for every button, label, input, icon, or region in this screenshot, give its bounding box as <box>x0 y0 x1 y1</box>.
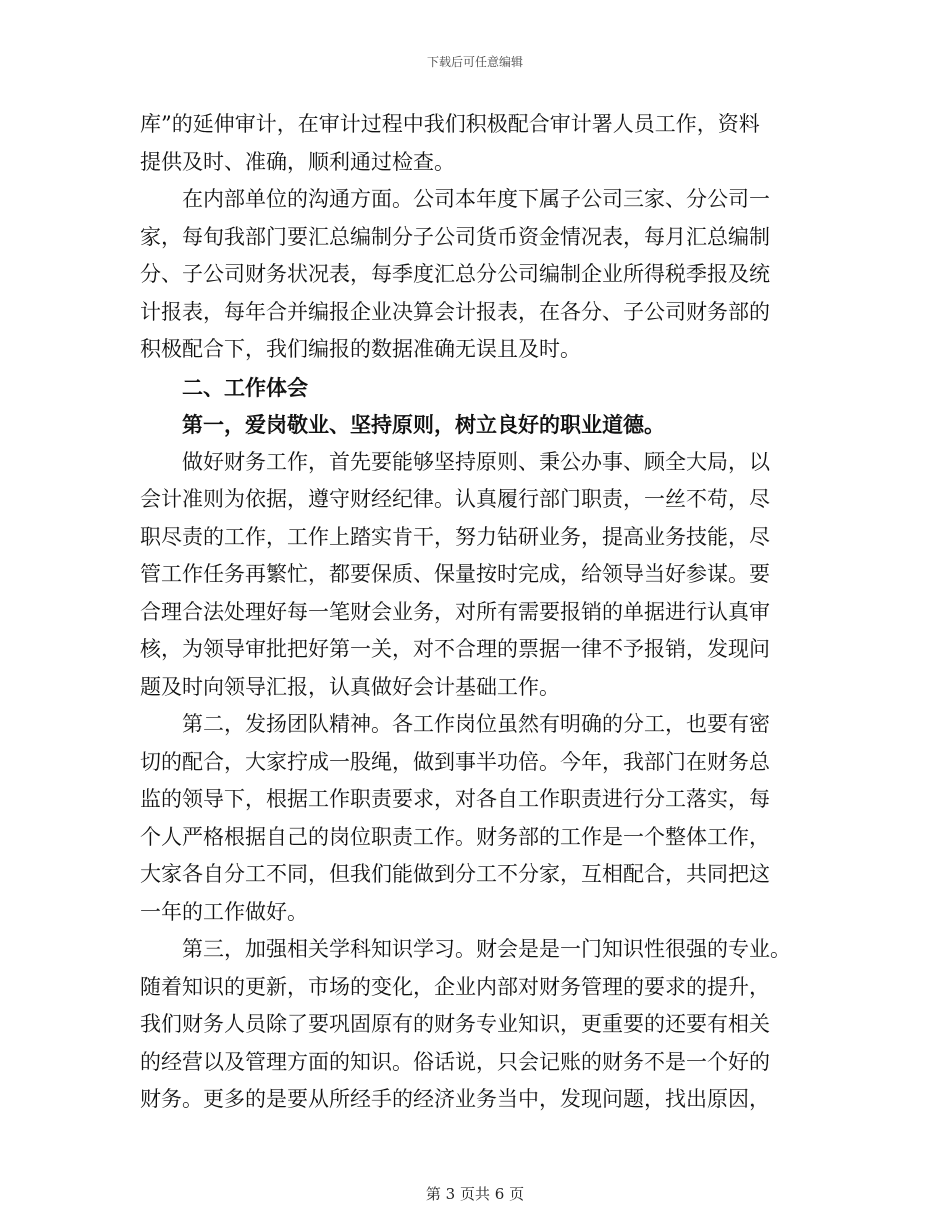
text-line: 会计准则为依据，遵守财经纪律。认真履行部门职责，一丝不苟，尽 <box>140 487 770 511</box>
text-line: 合理合法处理好每一笔财会业务，对所有需要报销的单据进行认真审 <box>140 599 770 624</box>
text-line: 监的领导下，根据工作职责要求，对各自工作职责进行分工落实，每 <box>140 787 770 811</box>
text-line: 职尽责的工作，工作上踏实肯干，努力钻研业务，提高业务技能，尽 <box>140 524 770 549</box>
text-line: 积极配合下，我们编报的数据准确无误且及时。 <box>140 337 581 361</box>
text-line: 随着知识的更新，市场的变化，企业内部对财务管理的要求的提升， <box>140 974 770 999</box>
subsection-heading: 第一，爱岗敬业、坚持原则，树立良好的职业道德。 <box>182 412 665 437</box>
text-line: 第二，发扬团队精神。各工作岗位虽然有明确的分工，也要有密 <box>182 712 770 736</box>
text-line: 分、子公司财务状况表，每季度汇总分公司编制企业所得税季报及统 <box>140 262 770 286</box>
text-line: 我们财务人员除了要巩固原有的财务专业知识，更重要的还要有相关 <box>140 1012 770 1036</box>
text-line: 做好财务工作，首先要能够坚持原则、秉公办事、顾全大局，以 <box>182 449 770 474</box>
text-line: 一年的工作做好。 <box>140 899 308 924</box>
page-footer: 第 3 页共 6 页 <box>425 1185 525 1203</box>
text-line: 第三，加强相关学科知识学习。财会是是一门知识性很强的专业。 <box>182 937 791 961</box>
text-line: 在内部单位的沟通方面。公司本年度下属子公司三家、分公司一 <box>182 187 770 211</box>
text-line: 的经营以及管理方面的知识。俗话说，只会记账的财务不是一个好的 <box>140 1049 770 1074</box>
text-line: 切的配合，大家拧成一股绳，做到事半功倍。今年，我部门在财务总 <box>140 749 770 774</box>
section-heading: 二、工作体会 <box>182 374 308 400</box>
text-line: 提供及时、准确，顺利通过检查。 <box>140 149 455 174</box>
text-line: 个人严格根据自己的岗位职责工作。财务部的工作是一个整体工作， <box>140 824 770 849</box>
text-line: 核，为领导审批把好第一关，对不合理的票据一律不予报销，发现问 <box>140 637 770 661</box>
text-line: 财务。更多的是要从所经手的经济业务当中，发现问题，找出原因， <box>140 1087 770 1111</box>
text-line: 大家各自分工不同，但我们能做到分工不分家，互相配合，共同把这 <box>140 862 770 886</box>
text-line: 管工作任务再繁忙，都要保质、保量按时完成，给领导当好参谋。要 <box>140 562 770 586</box>
text-line: 家，每旬我部门要汇总编制分子公司货币资金情况表，每月汇总编制 <box>140 224 770 249</box>
text-line: 计报表，每年合并编报企业决算会计报表，在各分、子公司财务部的 <box>140 299 770 324</box>
text-line: 题及时向领导汇报，认真做好会计基础工作。 <box>140 674 560 699</box>
page-header: 下载后可任意编辑 <box>426 55 523 69</box>
text-line: 库”的延伸审计，在审计过程中我们积极配合审计署人员工作，资料 <box>140 112 760 136</box>
document-body <box>140 106 820 1119</box>
